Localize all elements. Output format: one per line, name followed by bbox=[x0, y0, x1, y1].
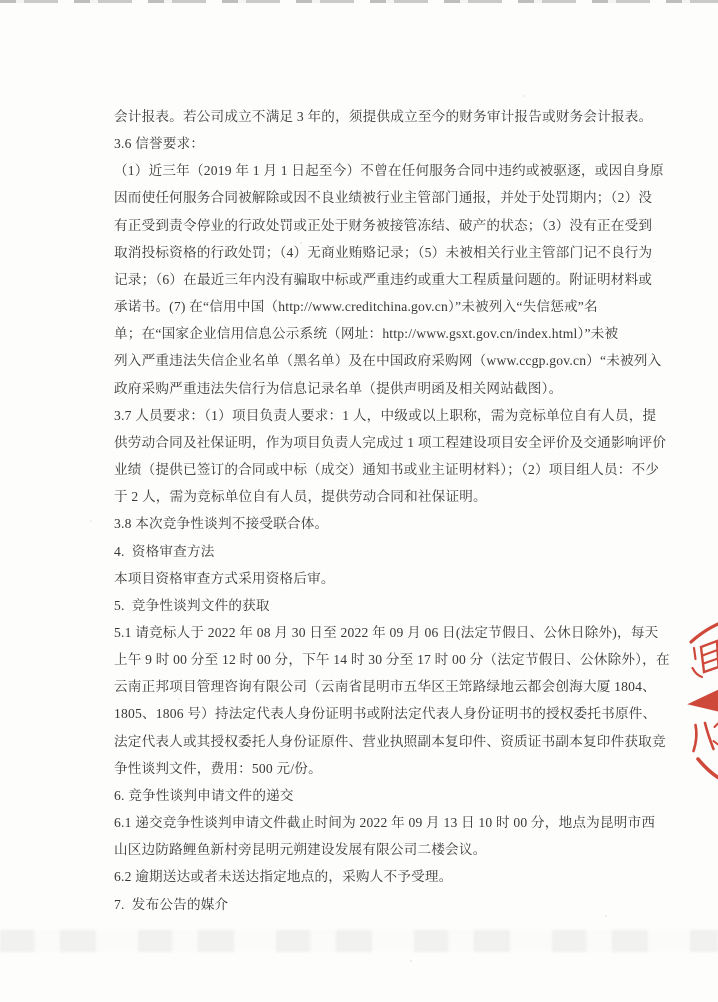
text-line: 4. 资格审查方法 bbox=[114, 543, 215, 559]
text-line: 会计报表。若公司成立不满足 3 年的，须提供成立至今的财务审计报告或财务会计报表。 bbox=[114, 109, 653, 124]
scan-artifact-top-edge bbox=[0, 0, 718, 3]
text-line: 承诺书。(7) 在“信用中国（http://www.creditchina.gov.cn）”未被列入“失信惩戒”名 bbox=[114, 299, 598, 315]
text-line: 供劳动合同及社保证明，作为项目负责人完成过 1 项工程建设项目安全评价及交通影响评价 bbox=[114, 434, 667, 450]
text-line: 单；在“国家企业信用信息公示系统（网址：http://www.gsxt.gov.cn/index.html）”未被 bbox=[114, 326, 619, 342]
official-seal-stamp-icon bbox=[686, 615, 718, 790]
scan-artifact-speckles bbox=[0, 0, 2, 2]
text-line: 3.8 本次竞争性谈判不接受联合体。 bbox=[114, 516, 329, 532]
document-text bbox=[114, 103, 670, 918]
text-line: 山区边防路鲤鱼新村旁昆明元朔建设发展有限公司二楼会议。 bbox=[114, 842, 487, 858]
text-line: 取消投标资格的行政处罚；（4）无商业贿赂记录；（5）未被相关行业主管部门记不良行为 bbox=[114, 244, 653, 260]
text-line: 争性谈判文件，费用：500 元/份。 bbox=[114, 760, 322, 776]
text-line: 记录；（6）在最近三年内没有骗取中标或严重违约或重大工程质量问题的。附证明材料或 bbox=[114, 271, 653, 287]
text-line: 政府采购严重违法失信行为信息记录名单（提供声明函及相关网站截图）。 bbox=[114, 380, 563, 396]
text-line: 因而使任何服务合同被解除或因不良业绩被行业主管部门通报，并处于处罚期内；（2）没 bbox=[114, 190, 653, 206]
text-line: 上午 9 时 00 分至 12 时 00 分，下午 14 时 30 分至 17 时 00 分（法定节假日、公休除外），在 bbox=[114, 652, 670, 668]
text-line: 列入严重违法失信企业名单（黑名单）及在中国政府采购网（www.ccgp.gov.cn）“未被列入 bbox=[114, 353, 662, 369]
text-line: 6. 竞争性谈判申请文件的递交 bbox=[114, 787, 294, 803]
text-line: 6.2 逾期送达或者未送达指定地点的，采购人不予受理。 bbox=[114, 869, 453, 885]
text-line: 1805、1806 号）持法定代表人身份证明书或附法定代表人身份证明书的授权委托书原件、 bbox=[114, 706, 657, 722]
text-line: 云南正邦项目管理咨询有限公司（云南省昆明市五华区王筇路绿地云都会创海大厦 1804、 bbox=[114, 679, 656, 695]
text-line: 6.1 递交竞争性谈判申请文件截止时间为 2022 年 09 月 13 日 10 时 00 分，地点为昆明市西 bbox=[114, 815, 656, 831]
scan-artifact-bottom-noise bbox=[0, 930, 718, 952]
text-line: （1）近三年（2019 年 1 月 1 日起至今）不曾在任何服务合同中违约或被驱逐，或因自身原 bbox=[114, 163, 664, 179]
text-line: 5.1 请竞标人于 2022 年 08 月 30 日至 2022 年 09 月 06 日(法定节假日、公休日除外)，每天 bbox=[114, 624, 659, 640]
text-line: 业绩（提供已签订的合同或中标（成交）通知书或业主证明材料）；（2）项目组人员：不少 bbox=[114, 462, 660, 478]
text-line: 5. 竞争性谈判文件的获取 bbox=[114, 597, 270, 613]
text-line: 有正受到责令停业的行政处罚或正处于财务被接管冻结、破产的状态；（3）没有正在受到 bbox=[114, 217, 653, 233]
text-line: 法定代表人或其授权委托人身份证原件、营业执照副本复印件、资质证书副本复印件获取竞 bbox=[114, 733, 666, 749]
text-line: 于 2 人，需为竞标单位自有人员，提供劳动合同和社保证明。 bbox=[114, 489, 487, 505]
text-line: 3.6 信誉要求： bbox=[114, 136, 205, 152]
text-line: 7. 发布公告的媒介 bbox=[114, 896, 229, 912]
text-line: 3.7 人员要求：（1）项目负责人要求：1 人，中级或以上职称，需为竞标单位自有人员，提 bbox=[114, 407, 657, 423]
text-line: 本项目资格审查方式采用资格后审。 bbox=[114, 570, 335, 586]
